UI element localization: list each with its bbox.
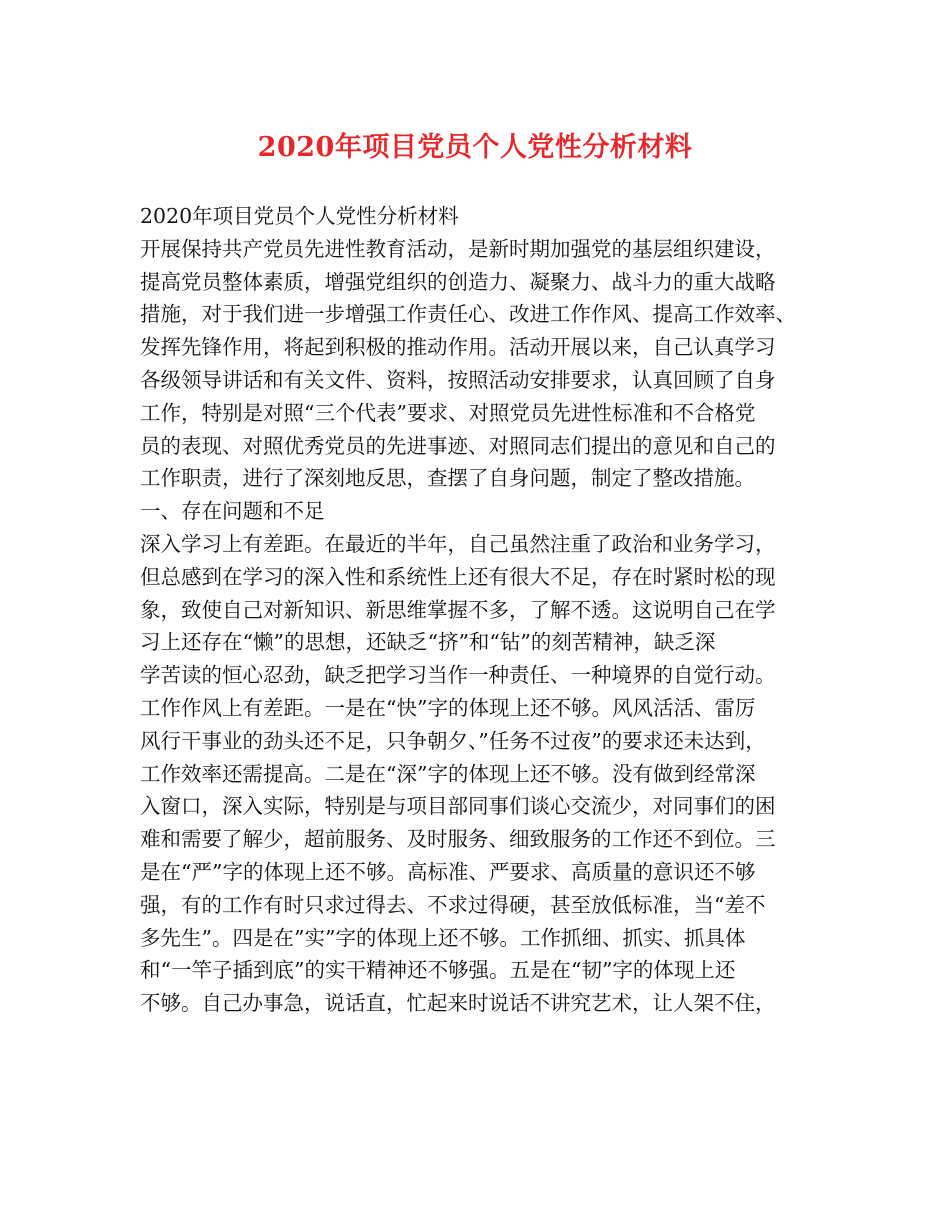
body-line: 各级领导讲话和有关文件、资料，按照活动安排要求，认真回顾了自身: [140, 367, 776, 392]
body-line: 措施，对于我们进一步增强工作责任心、改进工作作风、提高工作效率、: [140, 302, 796, 327]
body-line: 深入学习上有差距。在最近的半年，自己虽然注重了政治和业务学习，: [140, 531, 776, 556]
document-body: [140, 200, 820, 1020]
body-line: 难和需要了解少，超前服务、及时服务、细致服务的工作还不到位。三: [140, 827, 776, 852]
body-line: 工作作风上有差距。一是在“快”字的体现上还不够。风风活活、雷厉: [140, 695, 756, 720]
body-line: 是在“严”字的体现上还不够。高标准、严要求、高质量的意识还不够: [140, 859, 756, 884]
body-line: 强，有的工作有时只求过得去、不求过得硬，甚至放低标准，当“差不: [140, 892, 766, 917]
body-line: 提高党员整体素质，增强党组织的创造力、凝聚力、战斗力的重大战略: [140, 269, 776, 294]
body-line: 习上还存在“懒”的思想，还缺乏“挤”和“钻”的刻苦精神，缺乏深: [140, 630, 716, 655]
body-line: 入窗口，深入实际，特别是与项目部同事们谈心交流少，对同事们的困: [140, 794, 776, 819]
body-line: 象，致使自己对新知识、新思维掌握不多，了解不透。这说明自己在学: [140, 597, 776, 622]
body-line: 员的表现、对照优秀党员的先进事迹、对照同志们提出的意见和自己的: [140, 433, 776, 458]
body-line: 工作，特别是对照“三个代表”要求、对照党员先进性标准和不合格党: [140, 400, 756, 425]
body-line: 和“一竿子插到底”的实干精神还不够强。五是在“韧”字的体现上还: [140, 958, 736, 983]
body-line: 学苦读的恒心忍劲，缺乏把学习当作一种责任、一种境界的自觉行动。: [140, 663, 776, 688]
body-line: 开展保持共产党员先进性教育活动，是新时期加强党的基层组织建设，: [140, 236, 776, 261]
body-line: 发挥先锋作用，将起到积极的推动作用。活动开展以来，自己认真学习: [140, 335, 776, 360]
body-line: 2020年项目党员个人党性分析材料: [140, 204, 459, 228]
body-line: 不够。自己办事急，说话直，忙起来时说话不讲究艺术，让人架不住，: [140, 991, 776, 1016]
body-line: 一、存在问题和不足: [140, 499, 325, 524]
body-line: 工作职责，进行了深刻地反思，查摆了自身问题，制定了整改措施。: [140, 466, 755, 491]
body-line: 多先生”。四是在”实”字的体现上还不够。工作抓细、抓实、抓具体: [140, 925, 746, 950]
body-line: 风行干事业的劲头还不足，只争朝夕、”任务不过夜”的要求还未达到，: [140, 728, 766, 753]
document-title: 2020年项目党员个人党性分析材料: [257, 132, 693, 163]
body-line: 但总感到在学习的深入性和系统性上还有很大不足，存在时紧时松的现: [140, 564, 776, 589]
body-line: 工作效率还需提高。二是在“深”字的体现上还不够。没有做到经常深: [140, 761, 756, 786]
